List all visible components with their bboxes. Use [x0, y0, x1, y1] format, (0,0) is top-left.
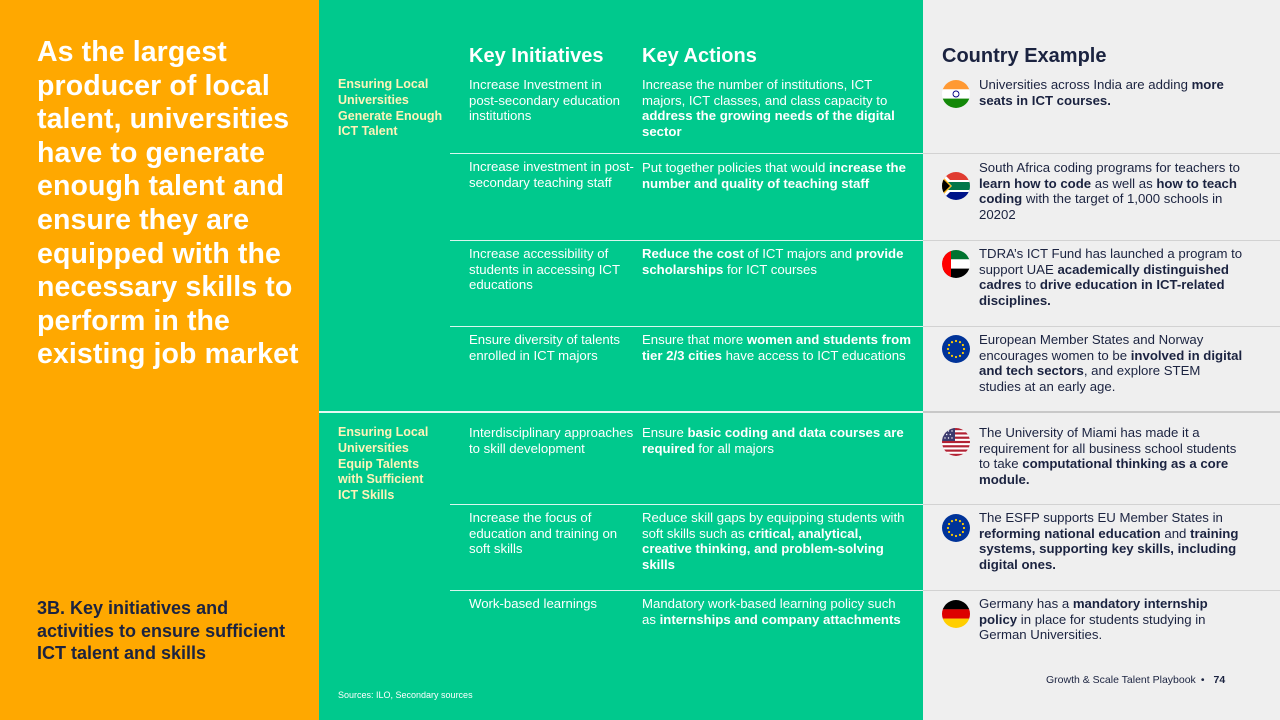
footer-separator: •	[1200, 674, 1205, 686]
initiative-cell: Increase the focus of education and training on soft skills	[469, 510, 618, 557]
eu-flag-icon	[942, 514, 970, 542]
action-cell: Reduce the cost of ICT majors and provide scholarships for ICT courses	[642, 246, 904, 277]
row-divider	[923, 590, 1280, 591]
section-title: 3B. Key initiatives and activities to ensure sufficient ICT talent and skills	[37, 598, 286, 664]
action-cell: Reduce skill gaps by equipping students with soft skills such as critical, analytical, creative thinking, and problem-solving skills	[642, 510, 905, 572]
action-cell: Put together policies that would increase the number and quality of teaching staff	[642, 160, 906, 191]
group-divider	[319, 411, 923, 413]
action-cell: Mandatory work-based learning policy such as internships and company attachments	[642, 596, 901, 627]
initiative-cell: Increase Investment in post-secondary education institutions	[469, 77, 621, 124]
initiative-cell: Ensure diversity of talents enrolled in ICT majors	[469, 332, 620, 363]
page-footer	[1046, 674, 1225, 686]
usa-flag-icon	[942, 428, 970, 456]
row-divider	[450, 153, 923, 154]
eu-flag-icon	[942, 335, 970, 363]
example-cell: South Africa coding programs for teachers to learn how to code as well as how to teach coding with the target of 1,000 schools in 20202	[979, 160, 1240, 222]
row-divider	[450, 326, 923, 327]
group-label-equip-skills: Ensuring Local Universities Equip Talents with Sufficient ICT Skills	[338, 425, 429, 503]
row-divider	[450, 590, 923, 591]
action-cell: Increase the number of institutions, ICT majors, ICT classes, and class capacity to address the growing needs of the digital sector	[642, 77, 895, 139]
example-cell: TDRA’s ICT Fund has launched a program to support UAE academically distinguished cadres to drive education in ICT-related disciplines.	[979, 246, 1243, 308]
group-label-generate-talent: Ensuring Local Universities Generate Enough ICT Talent	[338, 77, 443, 139]
example-cell: The ESFP supports EU Member States in reforming national education and training systems, supporting key skills, including digital ones.	[979, 510, 1239, 572]
uae-flag-icon	[942, 250, 970, 278]
footer-title: Growth & Scale Talent Playbook	[1046, 674, 1196, 686]
action-cell: Ensure that more women and students from tier 2/3 cities have access to ICT educations	[642, 332, 911, 363]
row-divider	[923, 240, 1280, 241]
germany-flag-icon	[942, 600, 970, 628]
row-divider	[923, 504, 1280, 505]
column-header-initiatives: Key Initiatives	[469, 45, 604, 67]
india-flag-icon	[942, 80, 970, 108]
initiative-cell: Increase accessibility of students in accessing ICT educations	[469, 246, 620, 293]
group-divider	[923, 411, 1280, 413]
initiative-cell: Increase investment in post-secondary teaching staff	[469, 159, 634, 190]
column-header-actions: Key Actions	[642, 45, 757, 67]
initiative-cell: Work-based learnings	[469, 596, 598, 611]
row-divider	[923, 326, 1280, 327]
example-cell: Germany has a mandatory internship policy in place for students studying in German Universities.	[979, 596, 1208, 643]
example-cell: European Member States and Norway encourages women to be involved in digital and tech sectors, and explore STEM studies at an early age.	[979, 332, 1243, 394]
action-cell: Ensure basic coding and data courses are required for all majors	[642, 425, 904, 456]
row-divider	[450, 240, 923, 241]
column-header-country: Country Example	[942, 45, 1107, 67]
page-number: 74	[1213, 674, 1226, 686]
row-divider	[450, 504, 923, 505]
row-divider	[923, 153, 1280, 154]
example-cell: The University of Miami has made it a requirement for all business school students to take computational thinking as a core module.	[979, 425, 1237, 487]
sources-note: Sources: ILO, Secondary sources	[338, 690, 473, 700]
south-africa-flag-icon	[942, 172, 970, 200]
example-cell: Universities across India are adding more seats in ICT courses.	[979, 77, 1224, 108]
headline: As the largest producer of local talent, universities have to generate enough talent and ensure they are equipped with the necessary skills to perform in the existing job market	[37, 36, 299, 371]
initiative-cell: Interdisciplinary approaches to skill development	[469, 425, 634, 456]
